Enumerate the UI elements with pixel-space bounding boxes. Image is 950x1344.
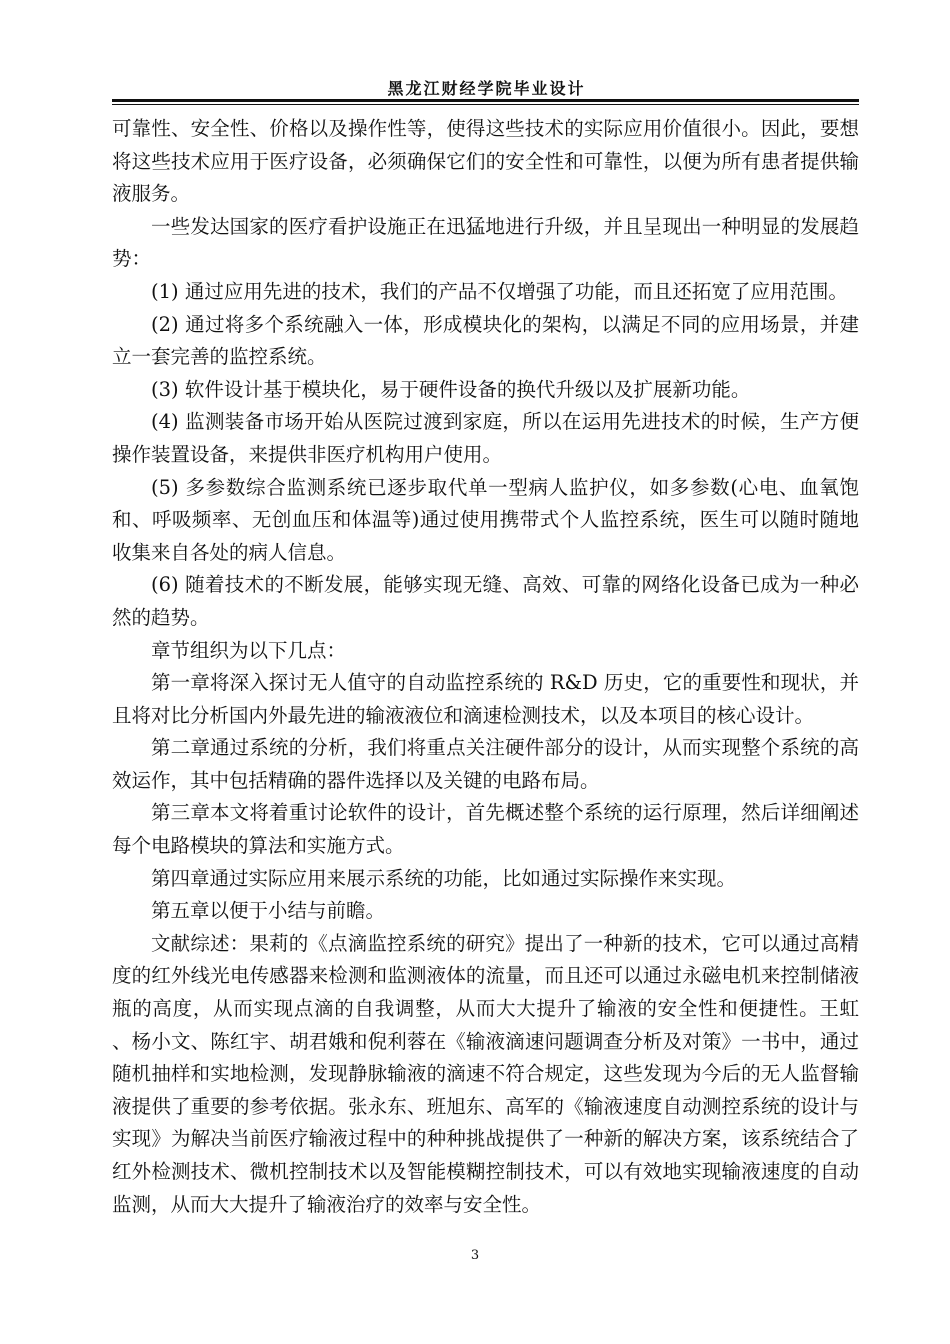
- body-text: [112, 113, 859, 1221]
- list-item: (4) 监测装备市场开始从医院过渡到家庭，所以在运用先进技术的时候，生产方便操作装置设备，来提供非医疗机构用户使用。: [112, 410, 859, 466]
- list-item: (5) 多参数综合监测系统已逐步取代单一型病人监护仪，如多参数(心电、血氧饱和、呼吸频率、无创血压和体温等)通过使用携带式个人监控系统，医生可以随时随地收集来自各处的病人信息。: [112, 475, 859, 564]
- paragraph: 一些发达国家的医疗看护设施正在迅猛地进行升级，并且呈现出一种明显的发展趋势：: [112, 214, 859, 271]
- paragraph: 文献综述：果莉的《点滴监控系统的研究》提出了一种新的技术，它可以通过高精度的红外线光电传感器来检测和监测液体的流量，而且还可以通过永磁电机来控制储液瓶的高度，从而实现点滴的自我调整，从而大大提升了输液的安全性和便捷性。王虹 、杨小文、陈红宇、胡君娥和倪利蓉在《输液滴速问题调查分析及对策》一书中，通过随机抽样和实地检测，发现静脉输液的滴速不符合规定，这些发现为今后的无人监督输液提供了重要的参考依据。张永东、班旭东、高军的《输液速度自动测控系统的设计与实现》为解决当前医疗输液过程中的种种挑战提供了一种新的解决方案，该系统结合了红外检测技术、微机控制技术以及智能模糊控制技术，可以有效地实现输液速度的自动监测，从而大大提升了输液治疗的效率与安全性。: [112, 931, 859, 1216]
- paragraph: 第二章通过系统的分析，我们将重点关注硬件部分的设计，从而实现整个系统的高效运作，其中包括精确的器件选择以及关键的电路布局。: [112, 736, 859, 792]
- paragraph: 第五章以便于小结与前瞻。: [151, 899, 386, 923]
- paragraph: 第三章本文将着重讨论软件的设计，首先概述整个系统的运行原理，然后详细阐述每个电路模块的算法和实施方式。: [112, 801, 859, 858]
- paragraph: 章节组织为以下几点：: [151, 638, 347, 662]
- paragraph: 第一章将深入探讨无人值守的自动监控系统的 R&D 历史，它的重要性和现状，并且将对比分析国内外最先进的输液液位和滴速检测技术，以及本项目的核心设计。: [112, 671, 859, 727]
- page-number: 3: [470, 1248, 480, 1263]
- list-item: (1) 通过应用先进的技术，我们的产品不仅增强了功能，而且还拓宽了应用范围。: [151, 279, 848, 303]
- list-item: (3) 软件设计基于模块化，易于硬件设备的换代升级以及扩展新功能。: [151, 377, 751, 401]
- paragraph: 可靠性、安全性、价格以及操作性等，使得这些技术的实际应用价值很小。因此，要想将这些技术应用于医疗设备，必须确保它们的安全性和可靠性，以便为所有患者提供输液服务。: [112, 117, 859, 206]
- list-item: (2) 通过将多个系统融入一体，形成模块化的架构，以满足不同的应用场景，并建立一套完善的监控系统。: [112, 312, 859, 369]
- list-item: (6) 随着技术的不断发展，能够实现无缝、高效、可靠的网络化设备已成为一种必然的趋势。: [112, 573, 859, 629]
- header-rule-thin: [112, 104, 859, 105]
- header-title: 黑龙江财经学院毕业设计: [387, 79, 586, 98]
- paragraph: 第四章通过实际应用来展示系统的功能，比如通过实际操作来实现。: [151, 866, 737, 890]
- header-rule-thick: [112, 99, 859, 102]
